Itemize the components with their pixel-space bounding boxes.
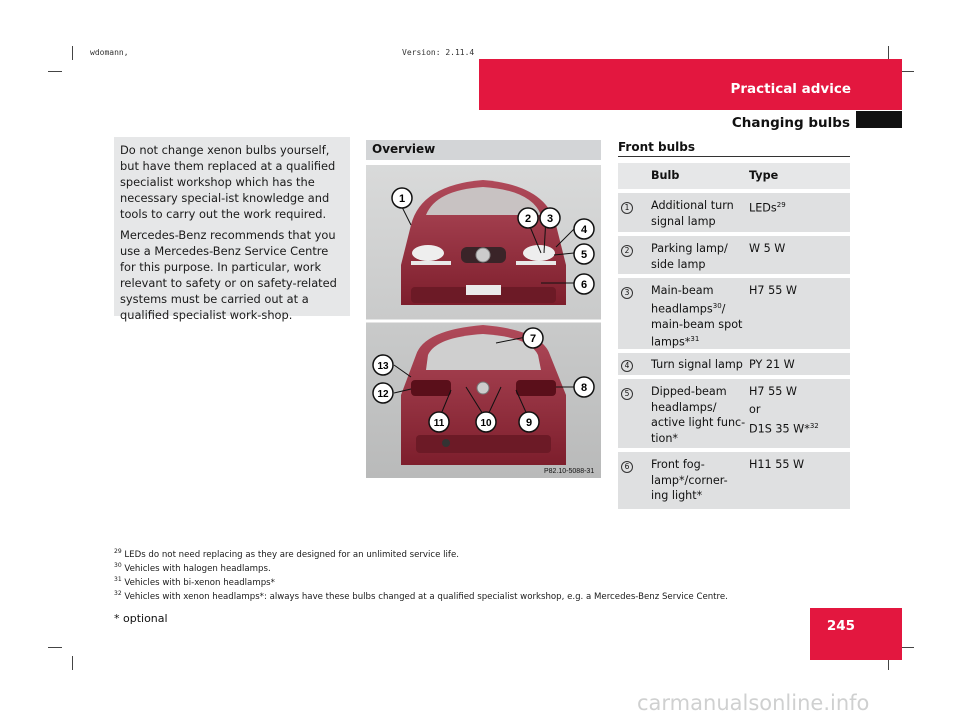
crop-mark xyxy=(72,46,73,60)
callout-10 xyxy=(476,412,496,432)
image-code: P82.10-5088-31 xyxy=(544,468,595,475)
bulb-line: signal lamp xyxy=(651,214,716,228)
bulb-line: lamps* xyxy=(651,335,691,349)
footnote-32: $^{32}$ Vehicles with xenon headlamps*: always have these bulbs changed at a qualified specialist workshop, e.g. a Mercedes-Benz Service Centre. xyxy=(114,590,728,602)
bulb-line: Turn signal lamp xyxy=(651,358,743,371)
type-value: W 5 W xyxy=(749,242,786,255)
type-value: H7 55 W xyxy=(749,385,797,398)
svg-text:6: 6 xyxy=(580,279,588,291)
crop-mark xyxy=(888,46,889,60)
callout-8 xyxy=(574,377,594,397)
bulb-line: Additional turn xyxy=(651,199,734,212)
bulb-line: lamp*/corner- xyxy=(651,473,728,487)
note-paragraph-1: Do not change xenon bulbs yourself, but have them replaced at a qualified specialist workshop which has the necessary special-ist knowledge and tools to carry out the work required. xyxy=(120,143,336,221)
svg-text:12: 12 xyxy=(377,389,389,400)
page-number: 245 xyxy=(826,618,855,634)
type-value: LEDs xyxy=(749,201,777,215)
row-number: 5 xyxy=(621,388,633,400)
row-number: 6 xyxy=(621,461,633,473)
overview-title: Overview xyxy=(372,142,436,156)
table-row xyxy=(618,379,850,448)
footnote-31: $^{31}$ Vehicles with bi-xenon headlamps* xyxy=(114,576,275,588)
warning-note-box xyxy=(114,137,350,322)
svg-text:7: 7 xyxy=(529,333,537,345)
row-number: 4 xyxy=(621,360,633,372)
type-value: H11 55 W xyxy=(749,458,805,471)
callout-1 xyxy=(392,188,412,208)
svg-text:5: 5 xyxy=(580,249,588,261)
table-row xyxy=(618,353,850,375)
bulb-line: headlamps xyxy=(651,302,713,316)
bulb-line: headlamps/ xyxy=(651,400,717,414)
type-value: or xyxy=(749,402,761,416)
optional-legend: * optional xyxy=(114,612,168,625)
callout-3 xyxy=(540,208,560,228)
callout-4 xyxy=(574,219,594,239)
table-row xyxy=(618,452,850,509)
bulb-line: active light func- xyxy=(651,416,746,429)
svg-text:3: 3 xyxy=(546,213,554,225)
header-bulb: Bulb xyxy=(651,169,680,183)
svg-text:8: 8 xyxy=(580,382,588,394)
bulb-line: Dipped-beam xyxy=(651,385,727,398)
callout-13 xyxy=(373,355,393,375)
chapter-title: Changing bulbs xyxy=(731,115,850,131)
crop-mark xyxy=(48,647,62,648)
row-number: 1 xyxy=(621,202,633,214)
title-rule xyxy=(618,156,850,157)
footnote-ref: 31 xyxy=(690,335,700,344)
footnote-ref: 32 xyxy=(809,422,819,430)
callout-9 xyxy=(519,412,539,432)
table-row: 3 Main-beam headlamps$^{30}$/ main-beam spot lamps*$^{31}$ H7 55 W xyxy=(618,278,850,349)
bulb-line: Front fog- xyxy=(651,458,705,471)
callout-12 xyxy=(373,383,393,403)
header-type: Type xyxy=(749,169,779,183)
type-value: D1S 35 W* xyxy=(749,422,810,436)
footnote-ref: 30 xyxy=(712,301,722,310)
bulb-line: Parking lamp/ xyxy=(651,242,728,255)
bulb-line: ing light* xyxy=(651,489,703,502)
bulb-line: main-beam spot xyxy=(651,317,743,331)
crop-mark xyxy=(72,656,73,670)
crop-mark xyxy=(900,647,914,648)
type-value: PY 21 W xyxy=(749,358,795,371)
bulb-line: Main-beam xyxy=(651,284,714,297)
car-overview-image xyxy=(366,165,601,478)
page-number-box xyxy=(810,608,902,660)
footnote-30: $^{30}$ Vehicles with halogen headlamps. xyxy=(114,562,271,574)
crop-mark xyxy=(48,71,62,72)
svg-text:9: 9 xyxy=(525,417,533,429)
row-number: 2 xyxy=(621,245,633,257)
svg-text:2: 2 xyxy=(524,213,532,225)
car-rear-view xyxy=(401,325,566,465)
svg-text:11: 11 xyxy=(433,418,445,429)
section-title: Practical advice xyxy=(730,81,851,97)
callout-11 xyxy=(429,412,449,432)
car-illustration xyxy=(366,165,601,478)
callout-6 xyxy=(574,274,594,294)
front-bulbs-title: Front bulbs xyxy=(618,140,696,154)
watermark: carmanualsonline.info xyxy=(637,691,870,715)
svg-text:4: 4 xyxy=(580,224,588,236)
callout-5 xyxy=(574,244,594,264)
callout-2 xyxy=(518,208,538,228)
print-info-author: wdomann, xyxy=(90,48,129,57)
type-value: H7 55 W xyxy=(749,284,797,297)
svg-text:10: 10 xyxy=(480,418,492,429)
overview-header xyxy=(366,140,601,160)
svg-text:13: 13 xyxy=(377,361,389,372)
table-row xyxy=(618,193,850,232)
footnote-29: $^{29}$ LEDs do not need replacing as they are designed for an unlimited service life. xyxy=(114,548,459,560)
front-bulbs-table xyxy=(618,163,850,513)
bulb-line: side lamp xyxy=(651,257,706,271)
svg-text:1: 1 xyxy=(398,193,406,205)
crop-mark xyxy=(900,71,914,72)
bulb-line: tion* xyxy=(651,431,679,445)
chapter-marker xyxy=(856,111,902,128)
table-row xyxy=(618,236,850,274)
footnote-ref: 29 xyxy=(776,201,786,209)
callout-7 xyxy=(523,328,543,348)
print-info-version: Version: 2.11.4 xyxy=(402,48,475,57)
row-number: 3 xyxy=(621,287,633,299)
table-header xyxy=(618,163,850,189)
note-paragraph-2: Mercedes-Benz recommends that you use a Mercedes-Benz Service Centre for this purpose. In particular, work relevant to safety or on safety-related systems must be carried out at a qualified specialist work-shop. xyxy=(120,228,337,322)
